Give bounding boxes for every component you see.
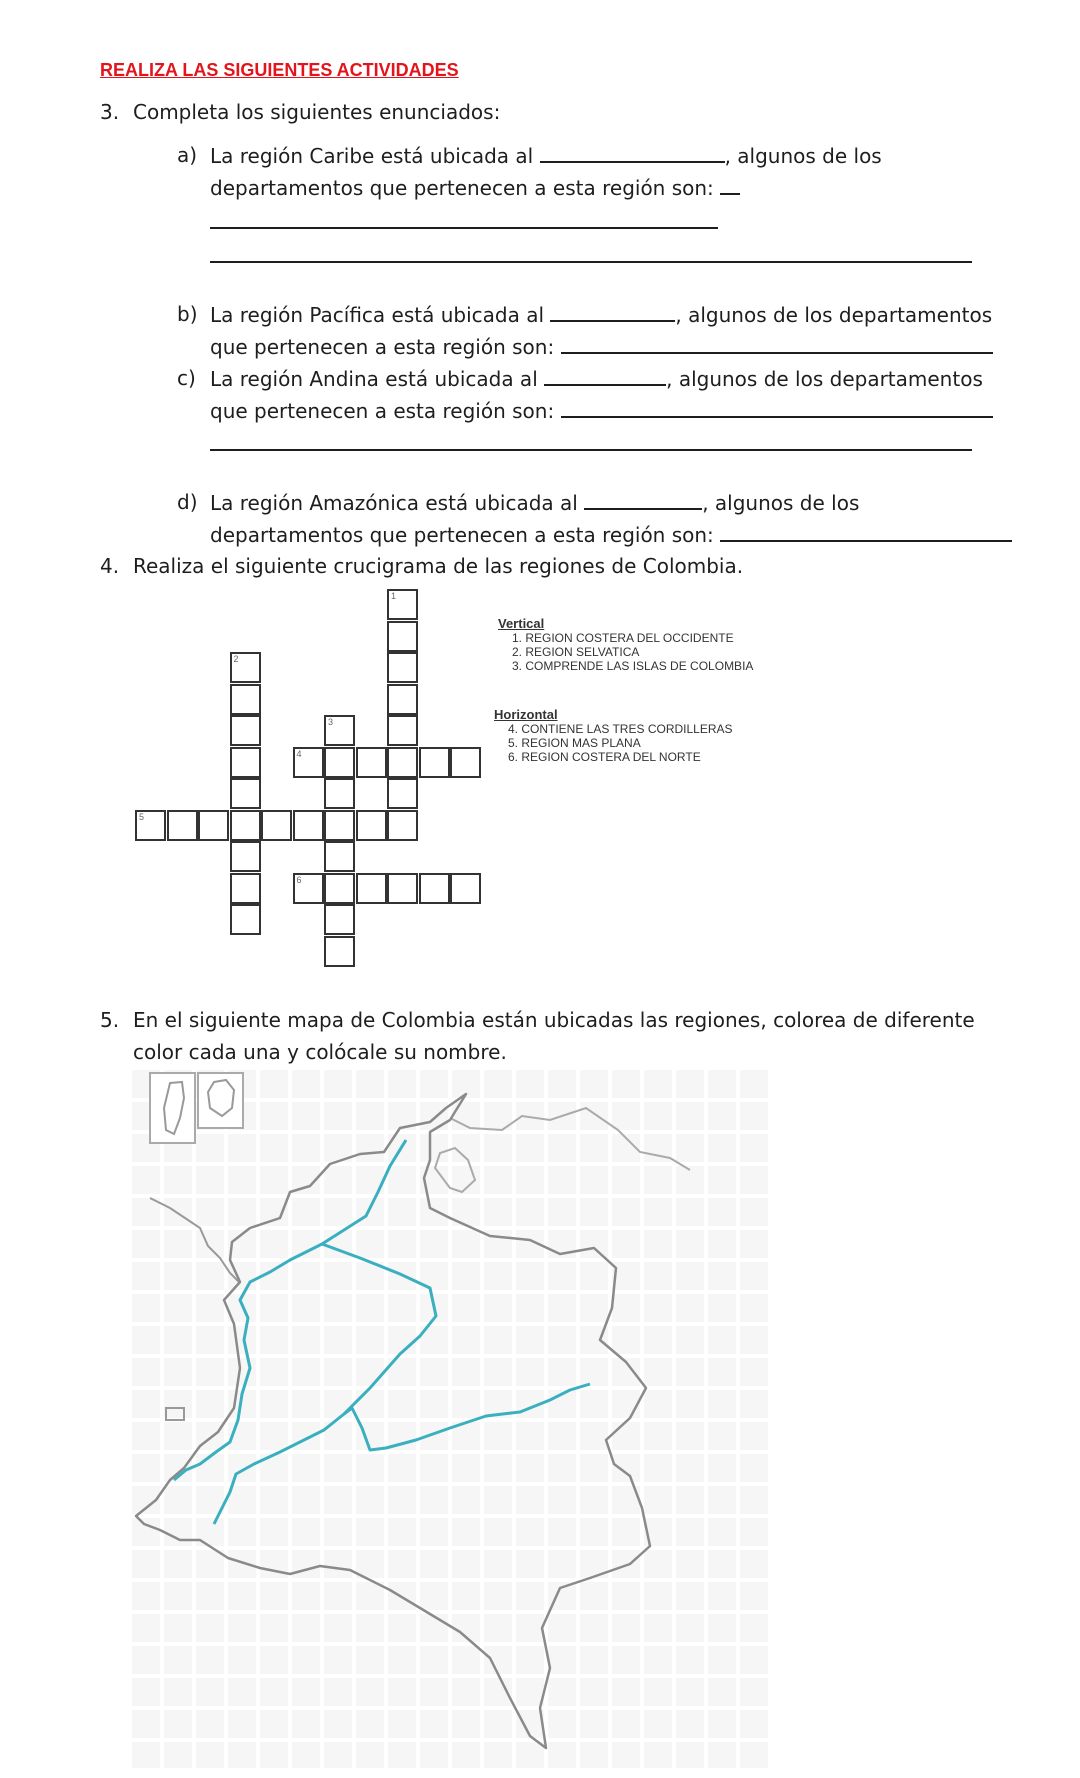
item-a-blank-location[interactable] xyxy=(540,143,725,163)
question-5-number: 5. xyxy=(100,1008,120,1032)
vertical-clue: 1. REGION COSTERA DEL OCCIDENTE xyxy=(512,631,734,645)
item-d-line2 xyxy=(210,522,1012,547)
item-c-letter: c) xyxy=(177,366,196,390)
crossword-cell[interactable] xyxy=(135,810,166,841)
crossword-cell[interactable] xyxy=(230,841,261,872)
item-d-text3: departamentos que pertenecen a esta región son: xyxy=(210,523,714,547)
crossword-cell[interactable] xyxy=(450,747,481,778)
vertical-title: Vertical xyxy=(498,616,545,631)
crossword-cell[interactable] xyxy=(387,810,418,841)
horizontal-clue: 6. REGION COSTERA DEL NORTE xyxy=(508,750,701,764)
item-c-text1: La región Andina está ubicada al xyxy=(210,367,538,391)
crossword-cell[interactable] xyxy=(419,747,450,778)
crossword-cell[interactable] xyxy=(387,684,418,715)
item-c-blank-location[interactable] xyxy=(544,366,666,386)
item-a-letter: a) xyxy=(177,143,198,167)
crossword-cell[interactable] xyxy=(230,873,261,904)
crossword-cell[interactable] xyxy=(324,904,355,935)
vertical-clue: 2. REGION SELVATICA xyxy=(512,645,640,659)
crossword-cell[interactable] xyxy=(230,778,261,809)
horizontal-clues xyxy=(494,708,733,764)
crossword-cell[interactable] xyxy=(324,873,355,904)
crossword-cell[interactable] xyxy=(230,810,261,841)
horizontal-clue: 5. REGION MAS PLANA xyxy=(508,736,641,750)
item-b-line1 xyxy=(210,302,992,327)
crossword-cell[interactable] xyxy=(450,873,481,904)
item-a-line2 xyxy=(210,175,740,200)
crossword-cell[interactable] xyxy=(230,684,261,715)
item-a-answer-line-1[interactable] xyxy=(210,227,718,229)
crossword-cell[interactable] xyxy=(387,589,418,620)
item-a-answer-line-2[interactable] xyxy=(210,261,972,263)
crossword-clue-number: 5 xyxy=(139,811,145,822)
crossword-cell[interactable] xyxy=(230,747,261,778)
crossword-cell[interactable] xyxy=(324,936,355,967)
item-d-letter: d) xyxy=(177,490,198,514)
crossword-clue-number: 6 xyxy=(296,874,302,885)
item-c-line1 xyxy=(210,366,983,391)
crossword-cell[interactable] xyxy=(293,810,324,841)
crossword-cell[interactable] xyxy=(356,747,387,778)
crossword-cell[interactable] xyxy=(198,810,229,841)
item-a-text3: departamentos que pertenecen a esta región son: xyxy=(210,176,714,200)
crossword-cell[interactable] xyxy=(293,873,324,904)
item-a-text1: La región Caribe está ubicada al xyxy=(210,144,534,168)
question-4-number: 4. xyxy=(100,554,120,578)
item-a-text2: , algunos de los xyxy=(724,144,882,168)
item-c-answer-line[interactable] xyxy=(210,449,972,451)
crossword-cell[interactable] xyxy=(387,778,418,809)
crossword-clue-number: 1 xyxy=(391,591,397,601)
colombia-regions-map xyxy=(130,1068,770,1768)
question-4-text: Realiza el siguiente crucigrama de las regiones de Colombia. xyxy=(133,554,744,578)
crossword-cell[interactable] xyxy=(230,652,261,683)
crossword-clue-number: 3 xyxy=(328,717,334,727)
question-3-text: Completa los siguientes enunciados: xyxy=(133,100,501,124)
crossword-cell[interactable] xyxy=(167,810,198,841)
page-heading: REALIZA LAS SIGUIENTES ACTIVIDADES xyxy=(100,60,459,80)
item-c-line2 xyxy=(210,398,993,423)
item-c-text2: , algunos de los departamentos xyxy=(666,367,983,391)
question-5-line1: En el siguiente mapa de Colombia están ubicadas las regiones, colorea de diferente xyxy=(133,1008,975,1032)
item-b-letter: b) xyxy=(177,302,198,326)
crossword-cell[interactable] xyxy=(387,873,418,904)
crossword-cell[interactable] xyxy=(230,904,261,935)
horizontal-title: Horizontal xyxy=(494,707,558,722)
crossword-cell[interactable] xyxy=(387,652,418,683)
crossword-clue-number: 2 xyxy=(233,654,239,664)
item-b-blank-location[interactable] xyxy=(550,302,675,322)
crossword-cell[interactable] xyxy=(324,841,355,872)
item-d-text1: La región Amazónica está ubicada al xyxy=(210,491,578,515)
item-a-blank-short[interactable] xyxy=(720,175,740,195)
crossword-cell[interactable] xyxy=(356,873,387,904)
item-d-blank-location[interactable] xyxy=(584,490,702,510)
item-c-text3: que pertenecen a esta región son: xyxy=(210,399,555,423)
crossword-cell[interactable] xyxy=(387,715,418,746)
crossword-cell[interactable] xyxy=(387,621,418,652)
crossword-clue-number: 4 xyxy=(296,748,302,759)
crossword-cell[interactable] xyxy=(324,715,355,746)
crossword-cell[interactable] xyxy=(356,810,387,841)
item-a-line1 xyxy=(210,143,882,168)
item-b-text3: que pertenecen a esta región son: xyxy=(210,335,555,359)
question-3-number: 3. xyxy=(100,100,120,124)
item-b-text1: La región Pacífica está ubicada al xyxy=(210,303,545,327)
crossword-cell[interactable] xyxy=(419,873,450,904)
crossword-cell[interactable] xyxy=(324,747,355,778)
question-5-line2: color cada una y colócale su nombre. xyxy=(133,1040,507,1064)
crossword-cell[interactable] xyxy=(261,810,292,841)
horizontal-clue: 4. CONTIENE LAS TRES CORDILLERAS xyxy=(508,722,733,736)
item-d-text2: , algunos de los xyxy=(702,491,860,515)
vertical-clues xyxy=(498,617,753,673)
item-d-blank-departments[interactable] xyxy=(720,522,1012,542)
item-b-blank-departments[interactable] xyxy=(561,334,993,354)
crossword-cell[interactable] xyxy=(324,778,355,809)
crossword-cell[interactable] xyxy=(324,810,355,841)
crossword-cell[interactable] xyxy=(230,715,261,746)
crossword-cell[interactable] xyxy=(293,747,324,778)
item-c-blank-departments[interactable] xyxy=(561,398,993,418)
crossword-cell[interactable] xyxy=(387,747,418,778)
vertical-clue: 3. COMPRENDE LAS ISLAS DE COLOMBIA xyxy=(512,659,754,673)
item-b-line2 xyxy=(210,334,993,359)
item-d-line1 xyxy=(210,490,859,515)
item-b-text2: , algunos de los departamentos xyxy=(675,303,993,327)
